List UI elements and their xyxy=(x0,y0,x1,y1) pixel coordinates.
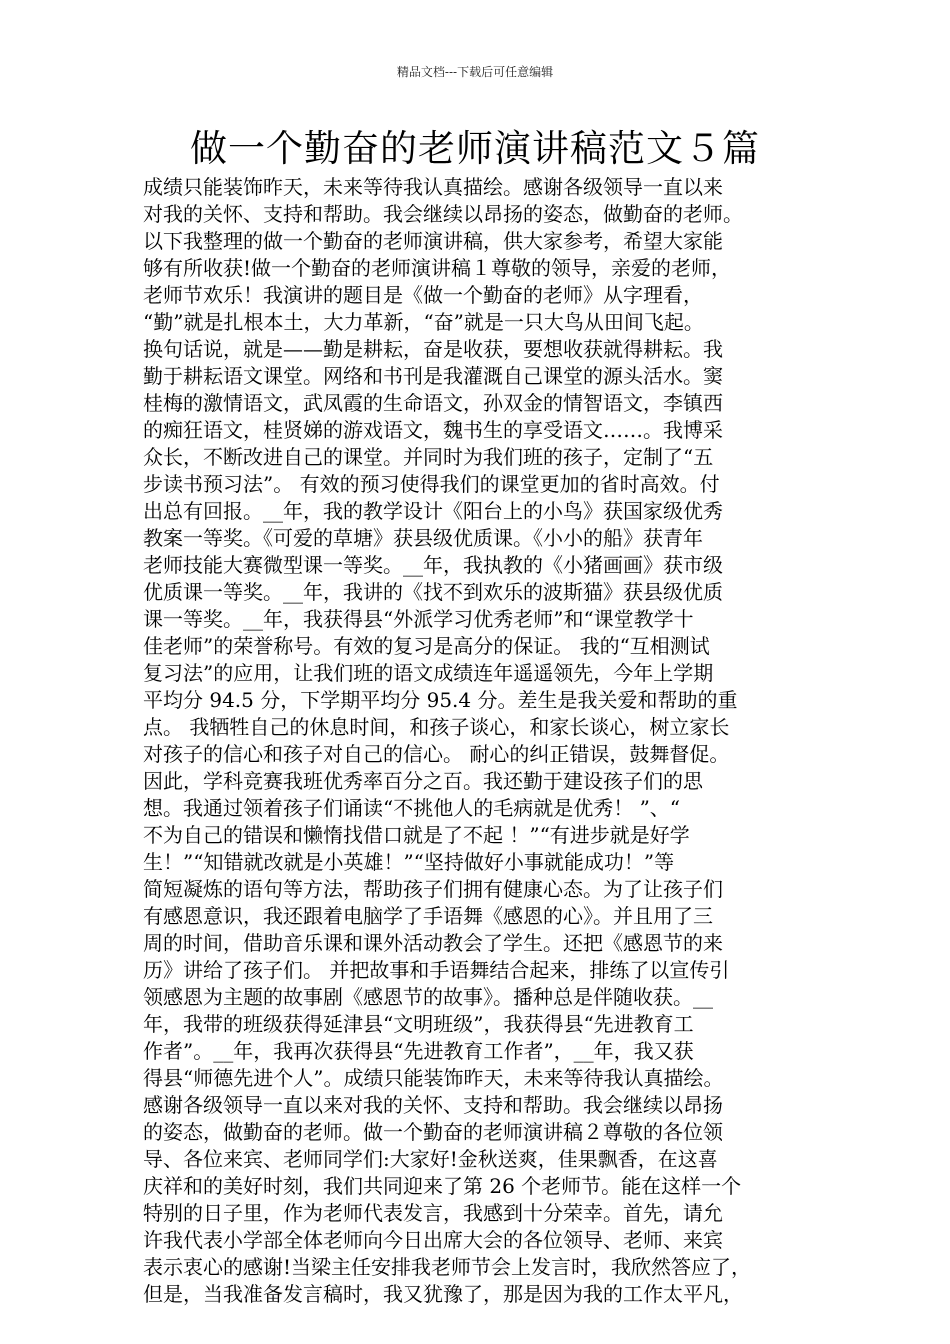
page-header: 精品文档---下载后可任意编辑 xyxy=(396,65,554,79)
body-line: 年，我带的班级获得延津县“文明班级”，我获得县“先进教育工 xyxy=(143,1012,694,1036)
body-line: 的痴狂语文，桂贤娣的游戏语文，魏书生的享受语文……。我博采 xyxy=(143,418,723,442)
body-line: 有感恩意识，我还跟着电脑学了手语舞《感恩的心》。并且用了三 xyxy=(143,904,713,928)
body-line: 众长，不断改进自己的课堂。并同时为我们班的孩子，定制了“五 xyxy=(143,445,714,469)
body-line: 对孩子的信心和孩子对自己的信心。 耐心的纠正错误，鼓舞督促。 xyxy=(143,742,730,766)
body-line: 作者”。__年，我再次获得县“先进教育工作者”，__年，我又获 xyxy=(143,1039,694,1063)
body-line: 生！”“知错就改就是小英雄！”“坚持做好小事就能成功！”等 xyxy=(143,850,675,874)
body-line: 表示衷心的感谢!当梁主任安排我老师节会上发言时，我欣然答应了， xyxy=(143,1255,752,1279)
body-line: 对我的关怀、支持和帮助。我会继续以昂扬的姿态，做勤奋的老师。 xyxy=(143,202,743,226)
body-line: 的姿态，做勤奋的老师。做一个勤奋的老师演讲稿２尊敬的各位领 xyxy=(143,1120,723,1144)
body-line: “勤”就是扎根本土，大力革新，“奋”就是一只大鸟从田间飞起。 xyxy=(143,310,704,334)
body-line: 勤于耕耘语文课堂。网络和书刊是我灌溉自己课堂的源头活水。窦 xyxy=(143,364,723,388)
body-line: 优质课一等奖。__年，我讲的《找不到欢乐的波斯猫》获县级优质 xyxy=(143,580,723,604)
body-line: 但是，当我准备发言稿时，我又犹豫了，那是因为我的工作太平凡， xyxy=(143,1282,743,1306)
body-line: 老师节欢乐！我演讲的题目是《做一个勤奋的老师》从字理看， xyxy=(143,283,703,307)
body-line: 佳老师”的荣誉称号。有效的复习是高分的保证。 我的“互相测试 xyxy=(143,634,710,658)
body-line: 领感恩为主题的故事剧《感恩节的故事》。播种总是伴随收获。__ xyxy=(143,985,713,1009)
body-line: 平均分 94.5 分，下学期平均分 95.4 分。差生是我关爱和帮助的重 xyxy=(143,688,738,712)
body-line: 换句话说，就是——勤是耕耘，奋是收获，要想收获就得耕耘。我 xyxy=(143,337,723,361)
body-line: 因此，学科竞赛我班优秀率百分之百。我还勤于建设孩子们的思 xyxy=(143,769,703,793)
body-line: 点。 我牺牲自己的休息时间，和孩子谈心，和家长谈心，树立家长 xyxy=(143,715,730,739)
body-line: 桂梅的激情语文，武凤霞的生命语文，孙双金的情智语文，李镇西 xyxy=(143,391,723,415)
body-line: 周的时间，借助音乐课和课外活动教会了学生。还把《感恩节的来 xyxy=(143,931,723,955)
body-line: 许我代表小学部全体老师向今日出席大会的各位领导、老师、来宾 xyxy=(143,1228,723,1252)
body-line: 简短凝炼的语句等方法，帮助孩子们拥有健康心态。为了让孩子们 xyxy=(143,877,723,901)
body-line: 不为自己的错误和懒惰找借口就是了不起 ！”“有进步就是好学 xyxy=(143,823,690,847)
document-title: 做一个勤奋的老师演讲稿范文５篇 xyxy=(190,127,760,170)
body-line: 够有所收获!做一个勤奋的老师演讲稿１尊敬的领导，亲爱的老师， xyxy=(143,256,732,280)
body-line: 老师技能大赛微型课一等奖。__年，我执教的《小猪画画》获市级 xyxy=(143,553,723,577)
body-line: 教案一等奖。《可爱的草塘》获县级优质课。《小小的船》获青年 xyxy=(143,526,703,550)
body-line: 历》讲给了孩子们。 并把故事和手语舞结合起来，排练了以宣传引 xyxy=(143,958,730,982)
body-line: 步读书预习法”。 有效的预习使得我们的课堂更加的省时高效。付 xyxy=(143,472,720,496)
body-line: 想。我通过领着孩子们诵读“不挑他人的毛病就是优秀！ ”、“ xyxy=(143,796,681,820)
body-line: 以下我整理的做一个勤奋的老师演讲稿，供大家参考，希望大家能 xyxy=(143,229,723,253)
body-line: 特别的日子里，作为老师代表发言，我感到十分荣幸。首先，请允 xyxy=(143,1201,723,1225)
body-line: 出总有回报。__年，我的教学设计《阳台上的小鸟》获国家级优秀 xyxy=(143,499,723,523)
document-body xyxy=(143,174,829,1308)
body-line: 导、各位来宾、老师同学们:大家好!金秋送爽，佳果飘香，在这喜 xyxy=(143,1147,718,1171)
body-line: 得县“师德先进个人”。成绩只能装饰昨天，未来等待我认真描绘。 xyxy=(143,1066,724,1090)
body-line: 庆祥和的美好时刻，我们共同迎来了第 26 个老师节。能在这样一个 xyxy=(143,1174,742,1198)
body-line: 成绩只能装饰昨天，未来等待我认真描绘。感谢各级领导一直以来 xyxy=(143,175,723,199)
body-line: 课一等奖。__年，我获得县“外派学习优秀老师”和“课堂教学十 xyxy=(143,607,694,631)
body-line: 复习法”的应用，让我们班的语文成绩连年遥遥领先，今年上学期 xyxy=(143,661,714,685)
body-line: 感谢各级领导一直以来对我的关怀、支持和帮助。我会继续以昂扬 xyxy=(143,1093,723,1117)
